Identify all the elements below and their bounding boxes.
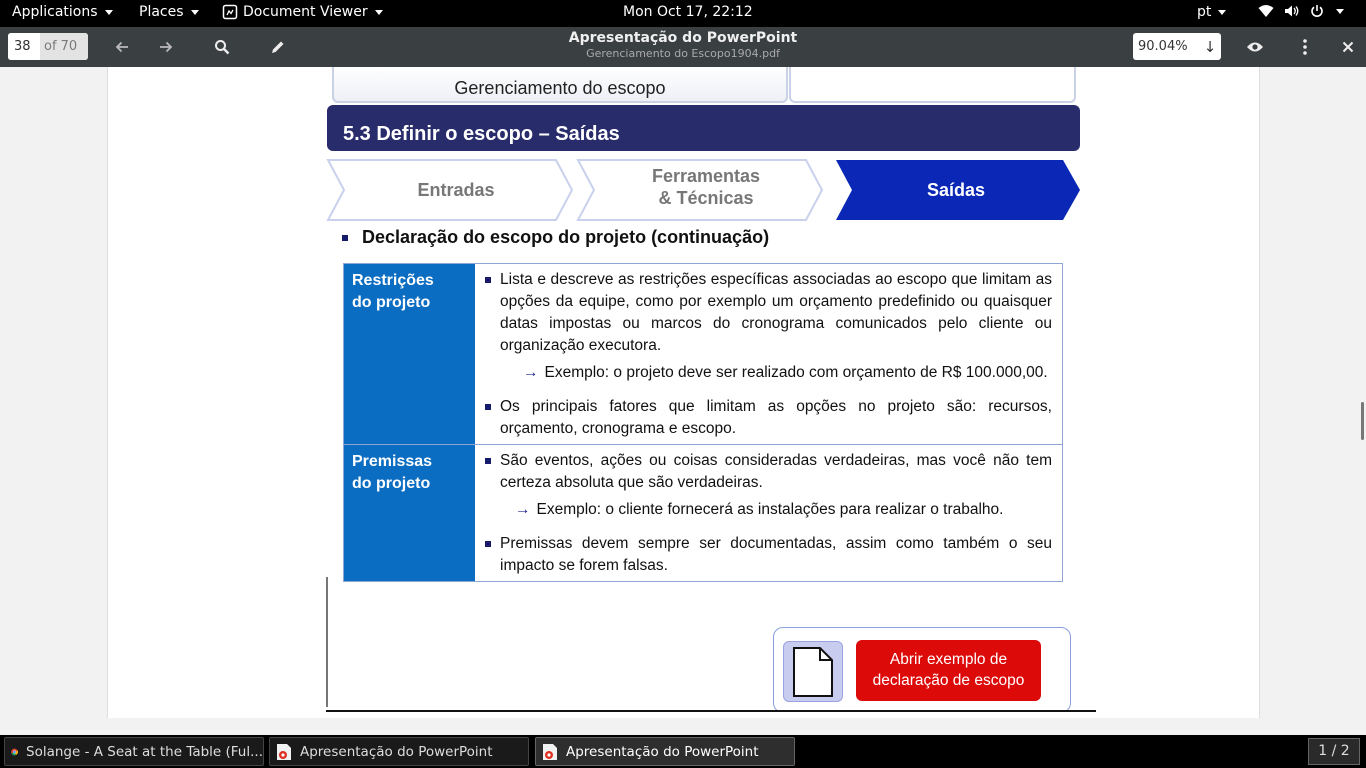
section-tab-label: Gerenciamento do escopo — [454, 78, 666, 98]
chevron-down-icon — [105, 10, 113, 15]
places-menu[interactable] — [139, 4, 199, 20]
task-document-viewer[interactable] — [269, 737, 529, 766]
search-icon — [214, 39, 230, 55]
row-label — [344, 264, 475, 444]
pencil-icon — [270, 39, 286, 55]
task-label: Solange - A Seat at the Table (Ful... — [26, 743, 263, 760]
bullet-icon — [485, 541, 491, 547]
places-label: Places — [139, 4, 184, 20]
bullet-item — [485, 450, 1052, 494]
chevron-down-icon — [191, 10, 199, 15]
slide-left-edge — [326, 577, 328, 707]
bullet-text: Os principais fatores que limitam as opções no projeto são: recursos, orçamento, cronograma e escopo. — [500, 398, 1052, 437]
slide-heading-text: Declaração do escopo do projeto (continuação) — [362, 227, 770, 247]
zoom-selector[interactable] — [1133, 33, 1221, 60]
close-button[interactable] — [1336, 35, 1360, 59]
row-label-line2: do projeto — [352, 475, 431, 492]
applications-label: Applications — [12, 4, 98, 20]
scrollbar-handle[interactable] — [1361, 402, 1364, 440]
slide — [326, 67, 1096, 712]
slide-title: 5.3 Definir o escopo – Saídas — [343, 123, 620, 145]
page-number-input[interactable] — [8, 33, 40, 60]
system-menu[interactable] — [1258, 4, 1344, 18]
process-chevrons — [326, 157, 1086, 228]
row-label-line1: Restrições — [352, 272, 434, 289]
close-icon — [1342, 41, 1354, 53]
bullet-text: Premissas devem sempre ser documentadas, assim como também o seu impacto se forem falsas. — [500, 535, 1052, 574]
bullet-text: São eventos, ações ou coisas consideradas verdadeiras, mas você não tem certeza absoluta que são verdadeiras. — [500, 452, 1052, 491]
example-item — [515, 499, 1052, 521]
clock[interactable] — [623, 4, 753, 20]
task-label: Apresentação do PowerPoint — [300, 743, 493, 760]
viewer-header — [0, 27, 1366, 67]
bullet-item — [485, 533, 1052, 577]
bullet-item — [485, 269, 1052, 357]
chevron-down-icon — [375, 10, 383, 15]
task-document-viewer-active[interactable] — [535, 737, 795, 766]
language-label: pt — [1197, 4, 1212, 20]
next-page-button[interactable] — [154, 35, 178, 59]
arrow-right-icon: → — [515, 501, 531, 518]
menu-button[interactable] — [1293, 35, 1317, 59]
document-title-block — [483, 30, 883, 60]
eye-icon — [1246, 41, 1264, 53]
workspace-switcher[interactable]: 1 / 2 — [1308, 738, 1360, 765]
document-title: Apresentação do PowerPoint — [568, 30, 798, 46]
document-canvas[interactable] — [0, 67, 1366, 735]
slide-heading — [342, 227, 769, 248]
chevron-ferramentas-line2: & Técnicas — [658, 188, 754, 208]
task-chrome[interactable] — [4, 737, 264, 766]
zoom-value: 90.04% — [1138, 39, 1188, 54]
chevron-entradas-label: Entradas — [417, 180, 495, 200]
applications-menu[interactable] — [12, 4, 113, 20]
clock-label: Mon Oct 17, 22:12 — [623, 4, 753, 20]
table-row — [344, 264, 1062, 445]
slide-title-bar — [327, 105, 1080, 151]
table-row — [344, 445, 1062, 581]
example-text: Exemplo: o projeto deve ser realizado com orçamento de R$ 100.000,00. — [544, 364, 1048, 381]
taskbar — [0, 735, 1366, 768]
row-content — [475, 264, 1062, 444]
view-options-button[interactable] — [1243, 35, 1267, 59]
empty-tab — [789, 67, 1076, 103]
row-label-line1: Premissas — [352, 453, 433, 470]
chevron-saidas-label: Saídas — [926, 180, 986, 200]
section-tab — [332, 67, 788, 103]
app-menu-label: Document Viewer — [243, 4, 368, 20]
arrow-right-icon — [158, 39, 174, 55]
arrow-left-icon — [114, 39, 130, 55]
example-action-box — [773, 627, 1071, 712]
pdf-page — [107, 67, 1260, 718]
task-label: Apresentação do PowerPoint — [566, 743, 759, 760]
pdf-icon — [276, 743, 292, 761]
chevron-down-icon — [1336, 9, 1344, 14]
bullet-icon — [485, 458, 491, 464]
bullet-item — [485, 396, 1052, 440]
page-selector — [8, 33, 88, 60]
wifi-icon — [1258, 4, 1274, 18]
slide-bottom-edge — [326, 710, 1096, 712]
bullet-text: Lista e descreve as restrições específicas associadas ao escopo que limitam as opções da equipe, como por exemplo um orçamento predefinido ou quaisquer datas impostas ou marcos do cronograma comunicados pelo cliente ou organização executora. — [500, 271, 1052, 354]
document-viewer-icon — [222, 4, 238, 20]
bullet-icon — [342, 235, 348, 241]
open-example-button[interactable] — [856, 640, 1041, 701]
arrow-down-icon: ↓ — [1203, 37, 1217, 56]
previous-page-button[interactable] — [110, 35, 134, 59]
document-filename: Gerenciamento do Escopo1904.pdf — [586, 47, 780, 60]
language-indicator[interactable] — [1197, 4, 1226, 20]
volume-icon — [1284, 4, 1300, 18]
row-label — [344, 445, 475, 581]
arrow-right-icon: → — [523, 364, 539, 381]
chrome-icon — [11, 743, 18, 761]
page-total: of 70 — [40, 33, 88, 60]
kebab-menu-icon — [1302, 39, 1308, 55]
row-label-line2: do projeto — [352, 294, 431, 311]
chevron-ferramentas-label — [616, 165, 796, 209]
bullet-icon — [485, 404, 491, 410]
open-example-line2: declaração de escopo — [872, 672, 1025, 689]
chevron-ferramentas-line1: Ferramentas — [651, 166, 761, 186]
power-icon — [1310, 4, 1324, 18]
document-icon — [792, 646, 834, 698]
scope-table — [343, 263, 1063, 582]
app-menu[interactable] — [222, 4, 383, 20]
chevron-down-icon — [1218, 10, 1226, 15]
search-button[interactable] — [210, 35, 234, 59]
annotate-button[interactable] — [266, 35, 290, 59]
document-icon-button[interactable] — [783, 641, 843, 702]
example-item — [523, 362, 1052, 384]
row-content — [475, 445, 1062, 581]
open-example-line1: Abrir exemplo de — [889, 651, 1008, 668]
pdf-icon — [542, 743, 558, 761]
example-text: Exemplo: o cliente fornecerá as instalações para realizar o trabalho. — [536, 501, 1004, 518]
bullet-icon — [485, 277, 491, 283]
top-panel — [0, 0, 1366, 27]
